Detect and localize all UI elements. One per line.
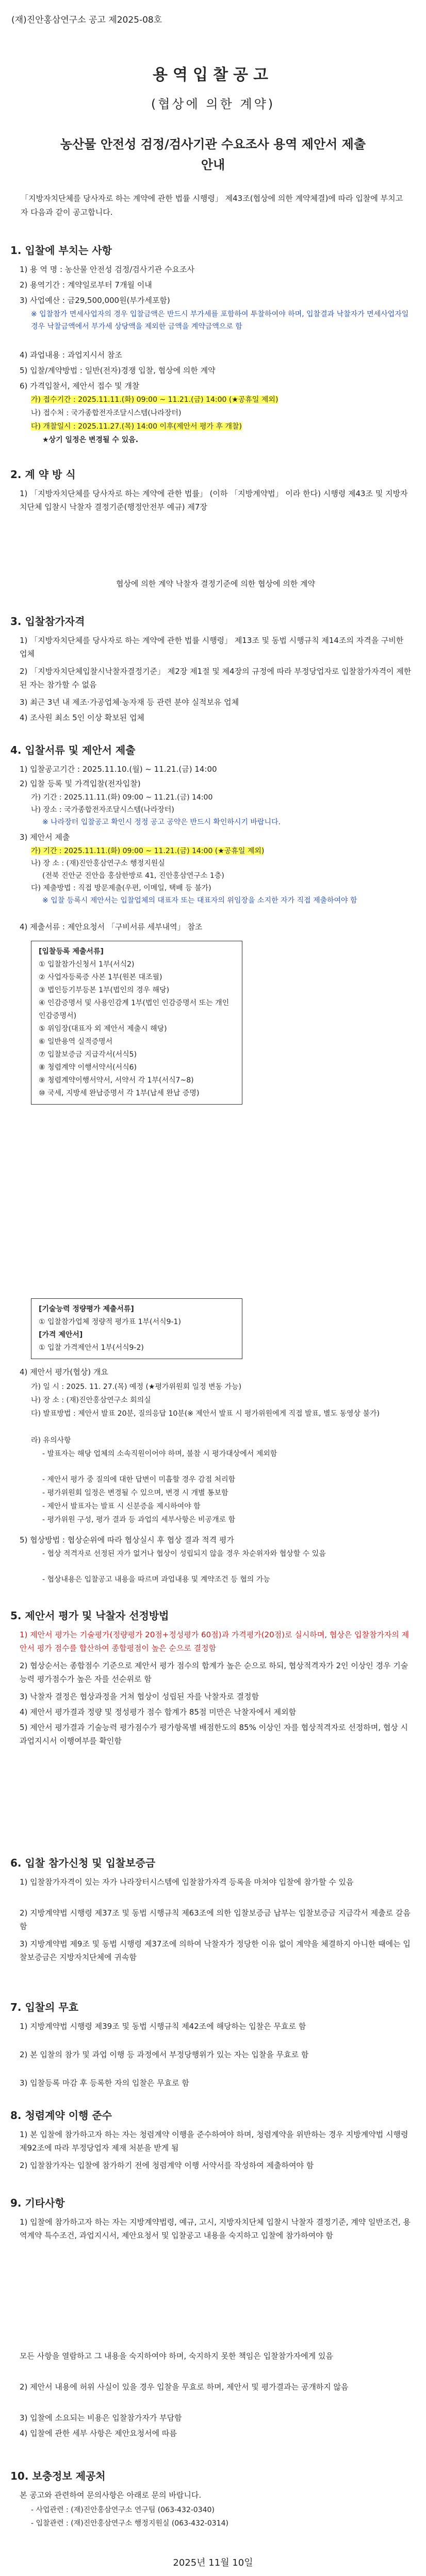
- s4-item-5-2: - 협상내용은 입찰공고 내용을 따르며 과업내용 및 계약조건 등 협의 가능: [42, 1575, 270, 1584]
- service-title-line1: 농산물 안전성 검정/검사기관 수요조사 용역 제안서 제출: [60, 137, 366, 151]
- section-7-title: 7. 입찰의 무효: [10, 2001, 79, 2013]
- s7-item-1: 1) 지방계약법 시행령 제39조 및 동법 시행규칙 제42조에 해당하는 입찰은 무효로 함: [20, 2022, 306, 2031]
- intro-paragraph: 「지방자치단체를 당사자로 하는 계약에 관한 법률 시행령」 제43조(협상에 의한 계약체결)에 따라 입찰에 부치고자 다음과 같이 공고합니다.: [21, 194, 403, 217]
- service-title-line2: 안내: [201, 158, 225, 172]
- s2-item-1-tail: 협상에 의한 계약 낙찰자 결정기준에 의한 협상에 의한 계약: [116, 579, 315, 588]
- section-8-title: 8. 청렴계약 이행 준수: [10, 2109, 112, 2122]
- service-title: [31, 134, 395, 175]
- section-3-title: 3. 입찰참가자격: [10, 615, 85, 628]
- section-1-title: 1. 입찰에 부치는 사항: [10, 244, 112, 257]
- s1-item-6c: [31, 420, 412, 433]
- section-4-title: 4. 입찰서류 및 제안서 제출: [10, 744, 136, 756]
- s5-item-1-text: 1) 제안서 평가는 기술평가(정량평가 20점+정성평가 60점)과 가격평가(20점)로 실시하며, 협상은 입찰참가자의 제안서 평가 점수를 합산하여 종합평점이 높은 순으로 결정함: [20, 1630, 409, 1653]
- s5-item-2: 2) 협상순서는 종합점수 기준으로 제안서 평가 점수의 합계가 높은 순으로 하되, 협상적격자가 2인 이상인 경우 기술능력 평가점수가 높은 자를 선순위로 함: [20, 1661, 408, 1684]
- s10-contact-2: - 입찰관련 : (재)진안홍삼연구소 행정지원실 (063-432-0314): [31, 2519, 228, 2528]
- s4-item-2b: 나) 장소 : 국가종합전자조달시스템(나라장터): [31, 806, 174, 814]
- submission-doc-7: ⑦ 입찰보증금 지급각서(서식5): [39, 1050, 137, 1059]
- s9-item-4: 4) 입찰에 관한 세부 사항은 제안요청서에 따름: [20, 2429, 177, 2438]
- s5-item-3: 3) 낙찰자 결정은 협상과정을 거쳐 협상이 성립된 자를 낙찰자로 결정함: [20, 1692, 259, 1701]
- s8-item-1: 1) 본 입찰에 참가하고자 하는 자는 청렴계약 이행을 준수하여야 하며, 청렴계약을 위반하는 경우 지방계약법 시행령 제92조에 따라 부정당업자 제재 처분을 받게 됨: [20, 2130, 408, 2153]
- s9-item-1: 1) 입찰에 참가하고자 하는 자는 지방계약법령, 예규, 고시, 지방자치단체 입찰시 낙찰자 결정기준, 계약 일반조건, 용역계약 특수조건, 과업지시서, 제안요청서 및 입찰공고 내용을 숙지하고 입찰에 참가하여야 함: [20, 2217, 411, 2240]
- section-9-title: 9. 기타사항: [10, 2197, 65, 2209]
- submission-doc-4: ④ 인감증명서 및 사용인감계 1부(법인 인감증명서 또는 개인인감증명서): [39, 999, 230, 1020]
- s1-item-6b: 나) 접수처 : 국가종합전자조달시스템(나라장터): [31, 409, 182, 417]
- s4-item-3-note: ※ 입찰 등록시 제안서는 입찰업체의 대표자 또는 대표자의 위임장을 소지한 자가 직접 제출하여야 함: [42, 896, 357, 905]
- announcement-date: 2025년 11월 10일: [173, 2557, 253, 2568]
- s1-item-6a: [31, 394, 412, 406]
- s4-item-4b-d: 라) 유의사항: [31, 1436, 71, 1445]
- submission-documents-box: [31, 941, 242, 1105]
- s1-item-4: 4) 과업내용 : 과업지시서 참조: [20, 350, 122, 360]
- price-proposal-doc-1: ① 입찰 가격제안서 1부(서식9-2): [39, 1344, 144, 1352]
- title-block: [31, 62, 395, 112]
- price-proposal-title: [가격 제안서]: [39, 1331, 83, 1339]
- s4-item-3c: 다) 제출방법 : 직접 방문제출(우편, 이메일, 택배 등 불가): [31, 884, 211, 892]
- s7-item-2: 2) 본 입찰의 참가 및 과업 이행 등 과정에서 부정당행위가 있는 자는 입찰을 무효로 함: [20, 2050, 309, 2059]
- s4-item-4b-b: 나) 장 소 : (재)진안홍삼연구소 회의실: [31, 1396, 151, 1404]
- s4-item-4b-d-2: - 제안서 평가 중 질의에 대한 답변이 미흡할 경우 감점 처리함: [42, 1476, 236, 1484]
- s4-item-4b-a: 가) 일 시 : 2025. 11. 27.(목) 예정 (★평가위원회 일정 변동 가능): [31, 1383, 242, 1391]
- submission-doc-9: ⑨ 청렴계약이행서약서, 서약서 각 1부(서식7~8): [39, 1076, 194, 1084]
- s4-item-3b: 나) 장 소 : (재)진안홍삼연구소 행정지원실: [31, 859, 165, 868]
- s4-item-3a-text: 가) 기간 : 2025.11.11.(화) 09:00 ~ 11.21.(금) 14:00 (★공휴일 제외): [31, 847, 265, 855]
- s1-item-6c-text: 다) 개찰일시 : 2025.11.27.(목) 14:00 이후(제안서 평가 후 개찰): [31, 422, 242, 431]
- s4-item-4b-d-1: - 발표자는 해당 업체의 소속직원이어야 하며, 불참 시 평가대상에서 제외함: [42, 1450, 277, 1458]
- s9-item-3: 3) 입찰에 소요되는 비용은 입찰참가자가 부담함: [20, 2413, 182, 2422]
- quantitative-doc-1: ① 입찰참가업체 정량적 평가표 1부(서식9-1): [39, 1318, 181, 1326]
- s4-item-2: 2) 입찰 등록 및 가격입찰(전자입찰): [20, 779, 141, 788]
- s1-item-1: 1) 용 역 명 : 농산물 안전성 검정/검사기관 수요조사: [20, 265, 194, 274]
- s1-item-5: 5) 입찰/계약방법 : 일반(전자)경쟁 입찰, 협상에 의한 계약: [20, 366, 216, 375]
- section-6-title: 6. 입찰 참가신청 및 입찰보증금: [10, 1857, 156, 1869]
- s4-item-4b-d-4: - 제안서 발표자는 발표 시 신분증을 제시하여야 함: [42, 1502, 201, 1511]
- s1-item-6: 6) 가격입찰서, 제안서 접수 및 개찰: [20, 381, 140, 391]
- s5-item-1: [20, 1628, 412, 1655]
- s8-item-2: 2) 입찰참가자는 입찰에 참가하기 전에 청렴계약 이행 서약서를 작성하여 제출하여야 함: [20, 2161, 314, 2170]
- submission-documents-title: [입찰등록 제출서류]: [39, 947, 104, 956]
- s9-item-1-tail: 모든 사항을 열람하고 그 내용을 숙지하여야 하며, 숙지하지 못한 책임은 입찰참가자에게 있음: [20, 2351, 333, 2361]
- s3-item-1: 1) 「지방자치단체를 당사자로 하는 계약에 관한 법률 시행령」 제13조 및 동법 시행규칙 제14조의 자격을 구비한 업체: [20, 636, 404, 658]
- s5-item-4: 4) 제안서 평가결과 정량 및 정성평가 점수 합계가 85점 미만은 낙찰자에서 제외함: [20, 1707, 297, 1717]
- s2-item-1: 1) 「지방자치단체를 당사자로 하는 계약에 관한 법률」 (이하 「지방계약법」 이라 한다) 시행령 제43조 및 지방자치단체 입찰시 낙찰자 결정기준(행정안전부 예규) 제7장: [20, 489, 408, 512]
- s1-item-6-note: ★상기 일정은 변경될 수 있음.: [42, 436, 139, 444]
- s4-item-3: 3) 제안서 제출: [20, 833, 70, 842]
- quantitative-documents-box: [31, 1298, 242, 1359]
- s4-item-4: 4) 제출서류 : 제안요청서 「구비서류 세부내역」 참조: [20, 922, 203, 931]
- submission-doc-3: ③ 법인등기부등본 1부(법인의 경우 해당): [39, 986, 170, 994]
- s5-item-5: 5) 제안서 평가결과 기술능력 평가점수가 평가항목별 배점한도의 85% 이상인 자를 협상적격자로 선정하며, 협상 시 과업지시서 이행여부를 확인함: [20, 1723, 408, 1745]
- s6-item-1: 1) 입찰참가자격이 있는 자가 나라장터시스템에 입찰참가자격 등록을 마쳐야 입찰에 참가할 수 있음: [20, 1877, 354, 1887]
- s6-item-3: 3) 지방계약법 제9조 및 동법 시행령 제37조에 의하여 낙찰자가 정당한 이유 없이 계약을 체결하지 아니한 때에는 입찰보증금은 지방자치단체에 귀속함: [20, 1939, 411, 1962]
- section-2-title: 2. 계 약 방 식: [10, 468, 76, 481]
- s3-item-3: 3) 최근 3년 내 제조·가공업체·농자재 등 관련 분야 실적보유 업체: [20, 698, 239, 707]
- s9-item-2: 2) 제안서 내용에 허위 사실이 있을 경우 입찰을 무효로 하며, 제안서 및 평가결과는 공개하지 않음: [20, 2382, 349, 2392]
- s3-item-4: 4) 조사원 최소 5인 이상 확보된 업체: [20, 713, 144, 722]
- s4-item-3b-address: (전북 진안군 진안읍 홍삼한방로 41, 진안홍삼연구소 1층): [42, 872, 224, 880]
- submission-doc-2: ② 사업자등록증 사본 1부(원본 대조필): [39, 973, 162, 981]
- s4-item-4b-d-5: - 평가위원 구성, 평가 결과 등 과업의 세부사항은 비공개로 함: [42, 1516, 236, 1524]
- s6-item-2: 2) 지방계약법 시행령 제37조 및 동법 시행규칙 제63조에 의한 입찰보증금 납부는 입찰보증금 지급각서 제출로 갈음함: [20, 1908, 411, 1931]
- s4-item-5-1: - 협상 적격자로 선정된 자가 없거나 협상이 성립되지 않을 경우 차순위자와 협상할 수 있음: [42, 1550, 326, 1558]
- section-5-title: 5. 제안서 평가 및 낙찰자 선정방법: [10, 1609, 169, 1622]
- s10-intro: 본 공고와 관련하여 문의사항은 아래로 문의 바랍니다.: [20, 2490, 202, 2500]
- s4-item-5: 5) 협상방법 : 협상순위에 따라 협상실시 후 협상 결과 적격 평가: [20, 1535, 234, 1545]
- s1-item-3-note: ※ 입찰참가 면세사업자의 경우 입찰금액은 반드시 부가세를 포함하여 투찰하여야 하며, 입찰결과 낙찰자가 면세사업자일 경우 낙찰금액에서 부가세 상당액을 제외한 금액을 계약금액으로 함: [31, 310, 409, 331]
- s4-item-1: 1) 입찰공고기간 : 2025.11.10.(월) ~ 11.21.(금) 14:00: [20, 765, 217, 774]
- submission-doc-10: ⑩ 국세, 지방세 완납증명서 각 1부(납세 완납 증명): [39, 1089, 200, 1097]
- s4-item-4b-c: 다) 발표방법 : 제안서 발표 20분, 질의응답 10분(※ 제안서 발표 시 평가위원에게 직접 발표, 별도 동영상 불가): [31, 1410, 380, 1418]
- s3-item-2: 2) 「지방자치단체입찰시낙찰자결정기준」 제2장 제1절 및 제4장의 규정에 따라 부정당업자로 입찰참가자격이 제한된 자는 참가할 수 없음: [20, 667, 412, 689]
- submission-doc-5: ⑤ 위임장(대표자 외 제안서 제출시 해당): [39, 1025, 167, 1033]
- s1-item-3: 3) 사업예산 : 금29,500,000원(부가세포함): [20, 296, 170, 305]
- s4-item-4b: 4) 제안서 평가(협상) 개요: [20, 1367, 108, 1377]
- s4-item-2-note: ※ 나라장터 입찰공고 확인시 정정 공고 공약은 반드시 확인하시기 바랍니다.: [42, 818, 281, 826]
- page-subtitle: (협상에 의한 계약): [151, 97, 275, 111]
- s1-item-2: 2) 용역기간 : 계약일로부터 7개월 이내: [20, 280, 152, 290]
- s4-item-3a: [31, 845, 412, 857]
- page-title: 용역입찰공고: [153, 66, 273, 84]
- submission-doc-1: ① 입찰참가신청서 1부(서식2): [39, 960, 135, 969]
- section-10-title: 10. 보충정보 제공처: [10, 2470, 106, 2482]
- quantitative-documents-title: [기술능력 정량평가 제출서류]: [39, 1305, 134, 1313]
- s1-item-6a-text: 가) 접수기간 : 2025.11.11.(화) 09:00 ~ 11.21.(금) 14:00 (★공휴일 제외): [31, 396, 278, 404]
- s4-item-4b-d-3: - 평가위원회 일정은 변경될 수 있으며, 변경 시 개별 통보함: [42, 1489, 228, 1497]
- submission-doc-8: ⑧ 청렴계약 이행서약서(서식6): [39, 1063, 137, 1072]
- s4-item-2a: 가) 기간 : 2025.11.11.(화) 09:00 ~ 11.21.(금) 14:00: [31, 793, 213, 802]
- s10-contact-1: - 사업관련 : (재)진안홍삼연구소 연구팀 (063-432-0340): [31, 2506, 215, 2514]
- doc-number: (재)진안홍삼연구소 공고 제2025-08호: [11, 15, 162, 25]
- s7-item-3: 3) 입찰등록 마감 후 등록한 자의 입찰은 무효로 함: [20, 2078, 189, 2088]
- submission-doc-6: ⑥ 일반용역 실적증명서: [39, 1038, 113, 1046]
